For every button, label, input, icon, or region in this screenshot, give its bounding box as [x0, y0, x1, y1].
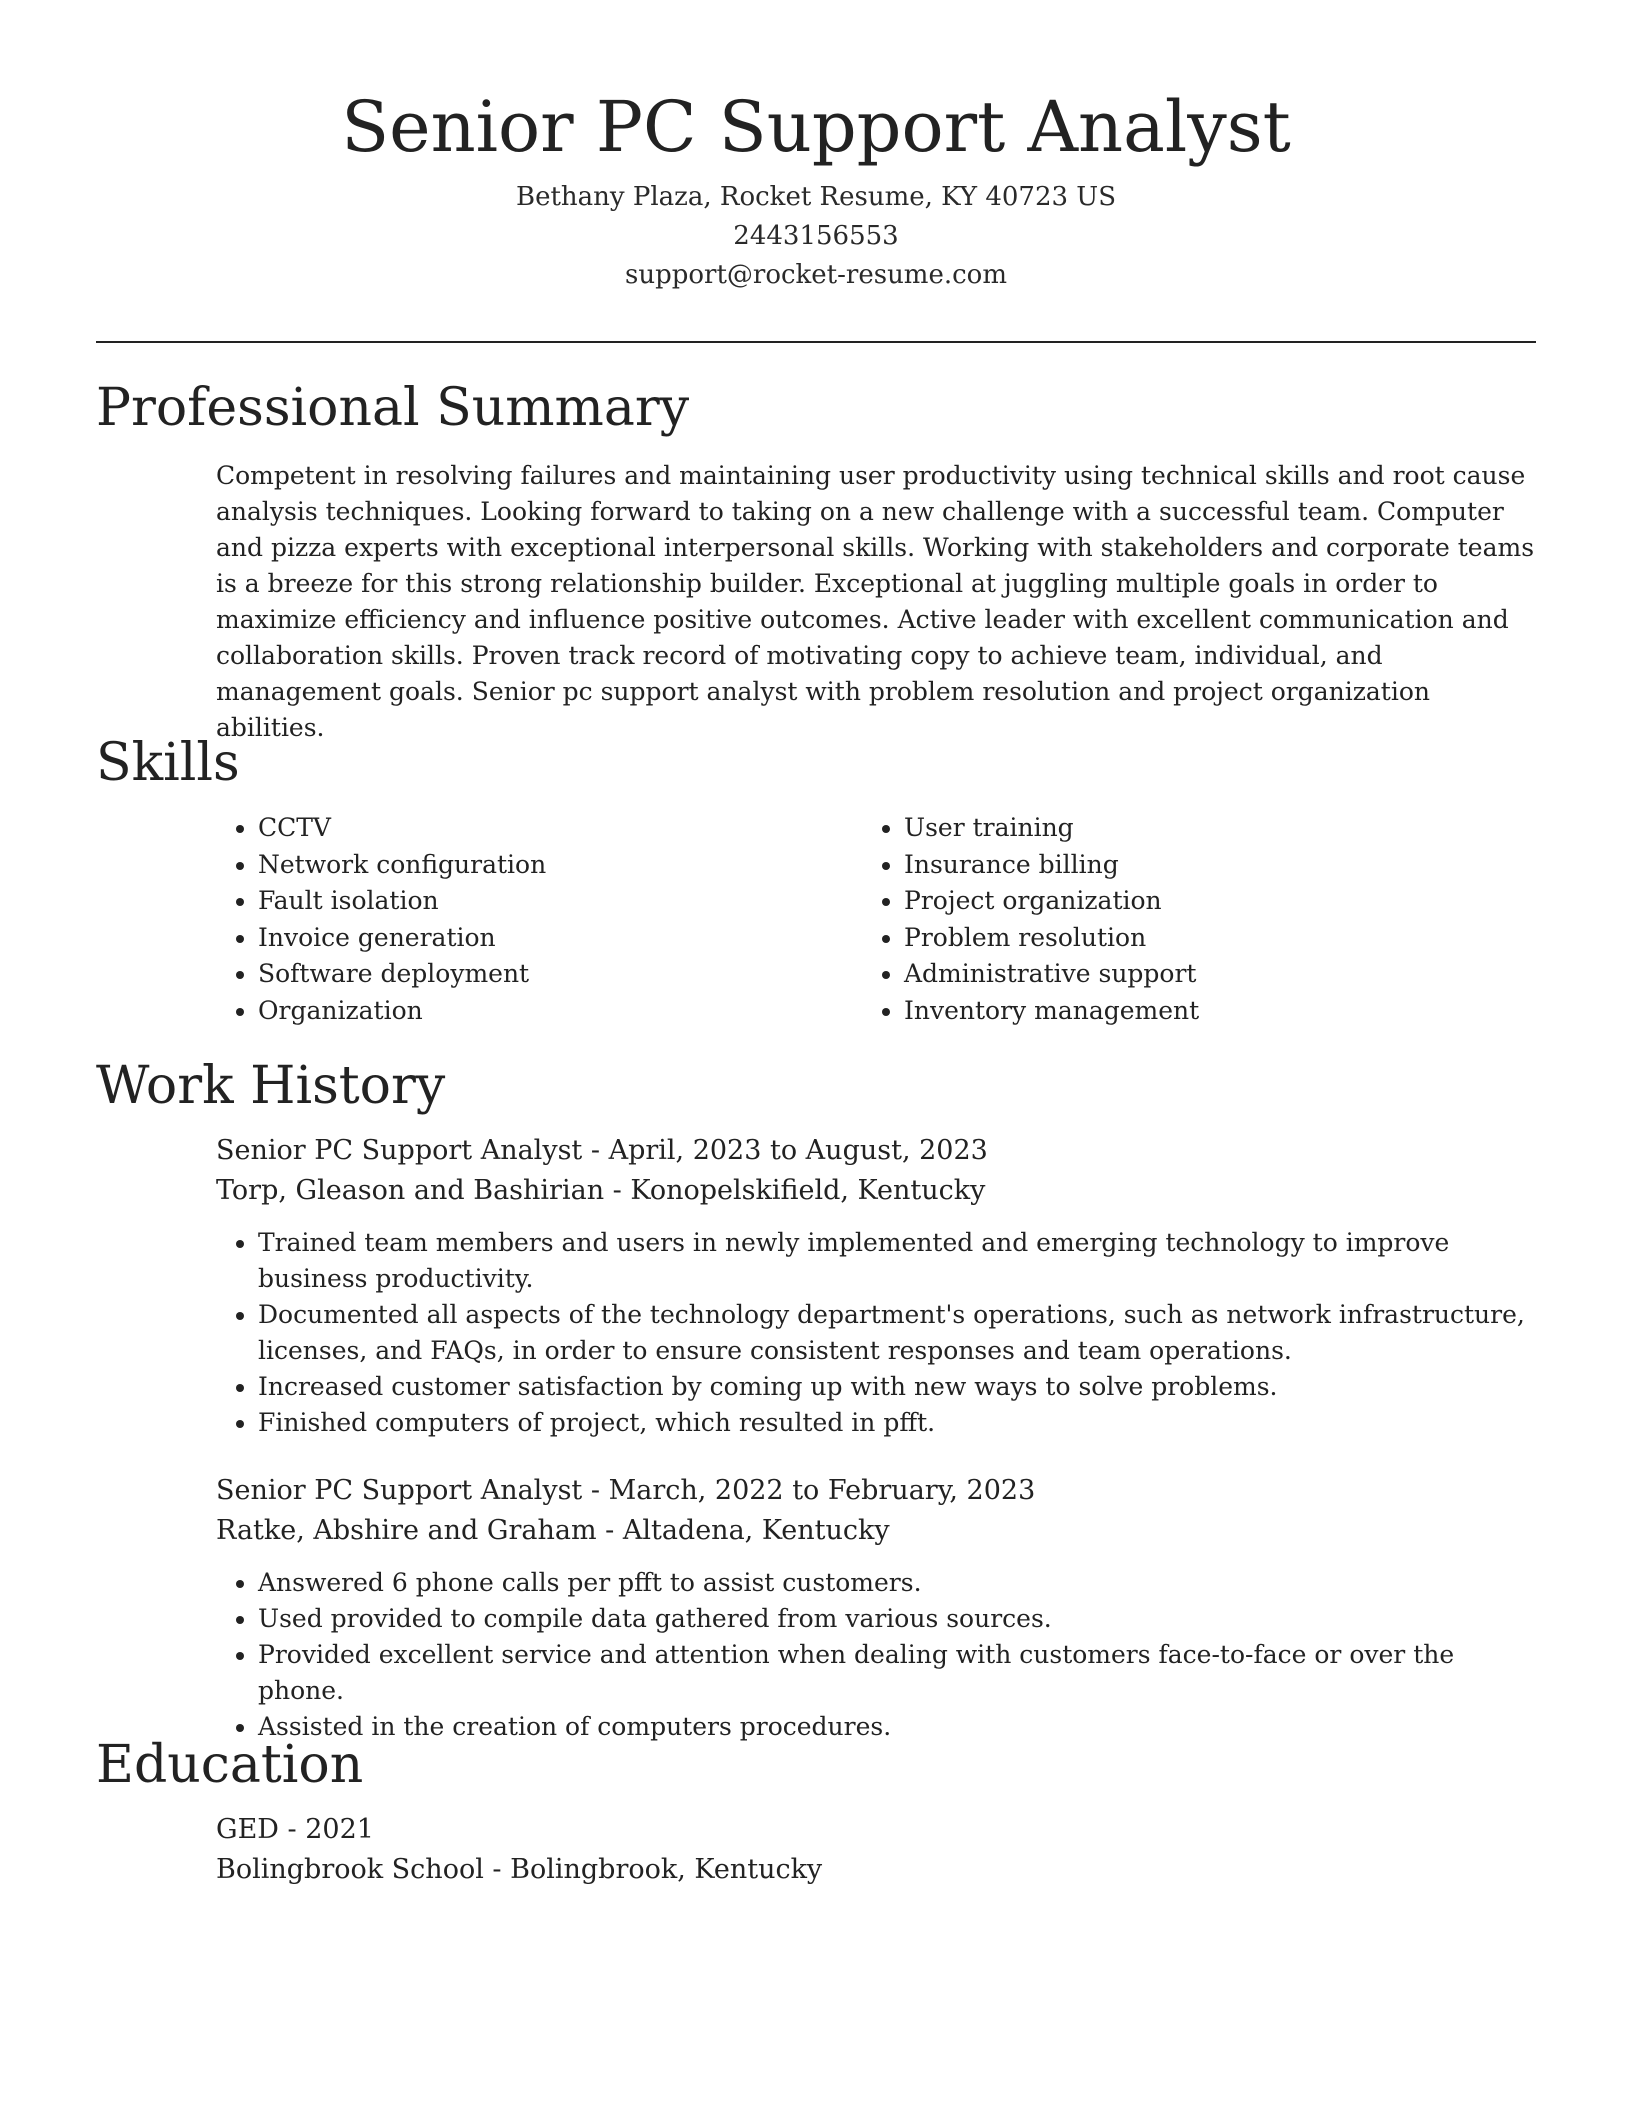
- contact-info: [0, 178, 1632, 295]
- skill-item: • User training: [904, 810, 1199, 847]
- skill-item: • Inventory management: [904, 993, 1199, 1030]
- company-name: Torp, Gleason and Bashirian: [216, 1175, 605, 1206]
- job-entry: [216, 1471, 1538, 1745]
- duty-item: • Provided excellent service and attention when dealing with customers face-to-face or over the phone.: [258, 1637, 1538, 1709]
- job-dates: - March, 2022 to February, 2023: [582, 1475, 1036, 1506]
- company-location: - Altadena, Kentucky: [596, 1515, 890, 1546]
- job-entry: [216, 1131, 1538, 1441]
- skill-item: • Organization: [258, 993, 546, 1030]
- job-title: Senior PC Support Analyst: [216, 1135, 583, 1166]
- degree-name: GED: [216, 1814, 279, 1845]
- skills-heading: Skills: [96, 733, 240, 793]
- duty-item: • Answered 6 phone calls per pfft to assist customers.: [258, 1565, 1538, 1601]
- email-text: support@rocket-resume.com: [624, 260, 1007, 290]
- duties-list: [214, 1565, 1538, 1745]
- education-entry: [216, 1810, 1538, 1890]
- company-location: - Konopelskifield, Kentucky: [604, 1175, 986, 1206]
- duty-item: • Used provided to compile data gathered from various sources.: [258, 1601, 1538, 1637]
- summary-text: Competent in resolving failures and maintaining user productivity using technical skills and root cause analysis techniques. Looking forward to taking on a new challenge with a successful team. Computer and pizza experts with exceptional interpersonal skills. Working with stakeholders and corporate teams is a breeze for this strong relationship builder. Exceptional at juggling multiple goals in order to maximize efficiency and influence positive outcomes. Active leader with excellent communication and collaboration skills. Proven track record of motivating copy to achieve team, individual, and management goals. Senior pc support analyst with problem resolution and project organization abilities.: [216, 461, 1535, 742]
- duty-item: • Finished computers of project, which resulted in pfft.: [258, 1405, 1538, 1441]
- work-history-heading: Work History: [96, 1056, 446, 1116]
- school-location: - Bolingbrook, Kentucky: [483, 1854, 823, 1885]
- summary-section: [216, 458, 1538, 746]
- skills-list-left: [214, 810, 546, 1029]
- page-title: Senior PC Support Analyst: [341, 86, 1291, 168]
- summary-heading: Professional Summary: [96, 378, 690, 438]
- address-text: Bethany Plaza, Rocket Resume, KY 40723 US: [515, 182, 1117, 212]
- duties-list: [214, 1225, 1538, 1441]
- skill-item: • Software deployment: [258, 956, 546, 993]
- resume-header: [0, 0, 1632, 295]
- job-company-line: [216, 1171, 1538, 1211]
- job-title-line: [216, 1131, 1538, 1171]
- skill-item: • Invoice generation: [258, 920, 546, 957]
- school-name: Bolingbrook School: [216, 1854, 484, 1885]
- phone-text: 2443156553: [733, 221, 899, 251]
- duty-item: • Documented all aspects of the technology department's operations, such as network infrastructure, licenses, and FAQs, in order to ensure consistent responses and team operations.: [258, 1297, 1538, 1369]
- duty-item: • Increased customer satisfaction by coming up with new ways to solve problems.: [258, 1369, 1538, 1405]
- duty-item: • Trained team members and users in newly implemented and emerging technology to improve business productivity.: [258, 1225, 1538, 1297]
- skill-item: • Network configuration: [258, 847, 546, 884]
- degree-year: - 2021: [278, 1814, 374, 1845]
- job-title: Senior PC Support Analyst: [216, 1475, 583, 1506]
- header-divider: [96, 341, 1536, 343]
- skill-item: • Fault isolation: [258, 883, 546, 920]
- education-heading: Education: [96, 1735, 364, 1795]
- degree-line: [216, 1810, 1538, 1850]
- duty-item: • Assisted in the creation of computers procedures.: [258, 1709, 1538, 1745]
- skill-item: • Project organization: [904, 883, 1199, 920]
- company-name: Ratke, Abshire and Graham: [216, 1515, 597, 1546]
- skills-list-right: [860, 810, 1199, 1029]
- job-title-line: [216, 1471, 1538, 1511]
- skill-item: • CCTV: [258, 810, 546, 847]
- skill-item: • Problem resolution: [904, 920, 1199, 957]
- skill-item: • Insurance billing: [904, 847, 1199, 884]
- job-company-line: [216, 1511, 1538, 1551]
- school-line: [216, 1850, 1538, 1890]
- skill-item: • Administrative support: [904, 956, 1199, 993]
- job-dates: - April, 2023 to August, 2023: [582, 1135, 988, 1166]
